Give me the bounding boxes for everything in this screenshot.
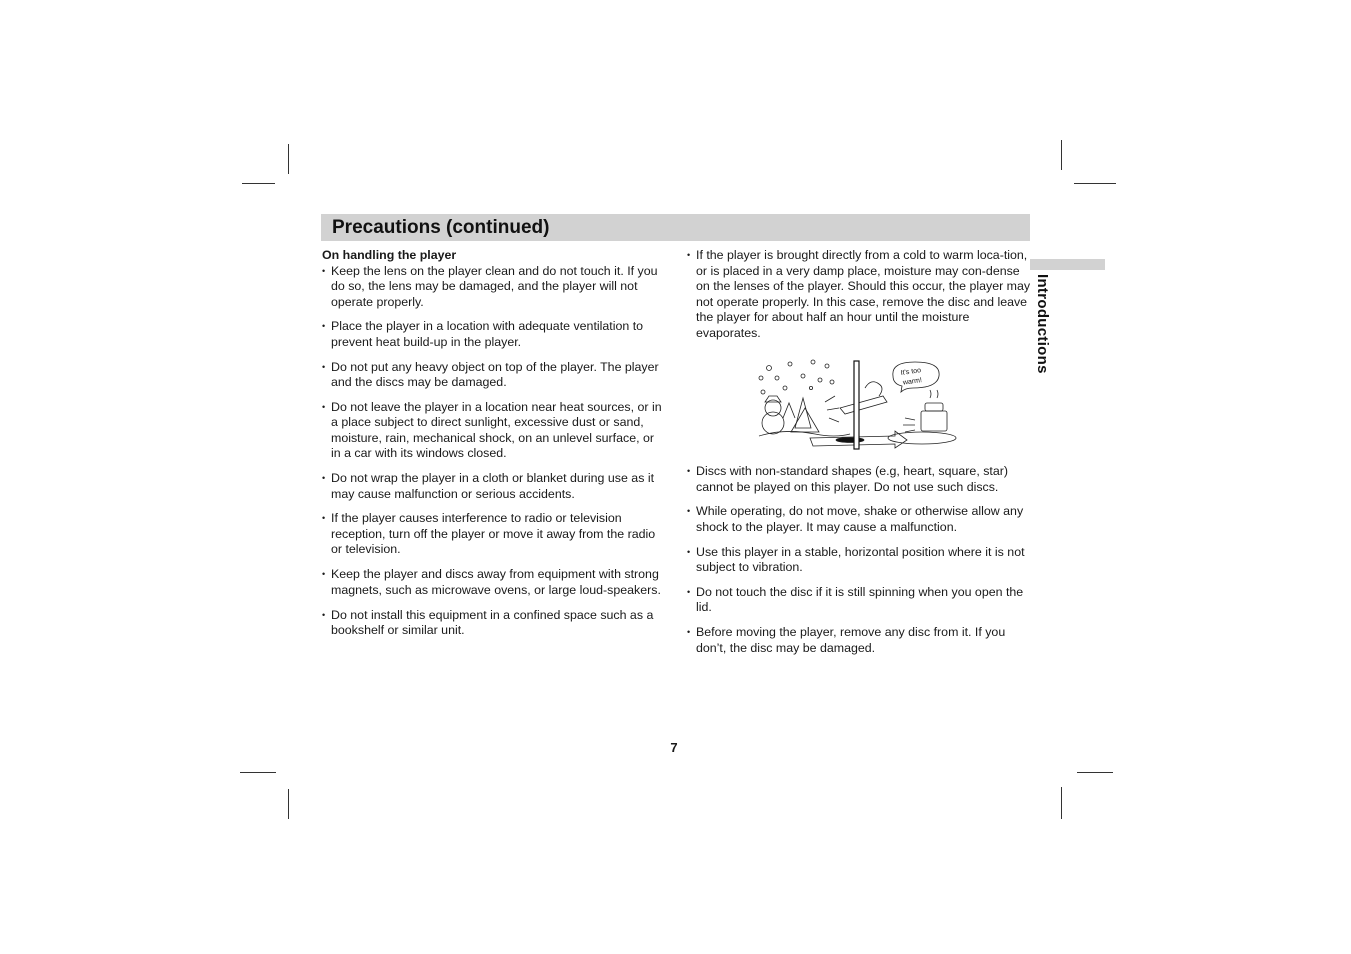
list-item: • If the player causes interference to radio or television reception, turn off the player or move it away from the radio or television. <box>322 511 667 558</box>
left-column <box>322 248 667 648</box>
list-item: • Discs with non-standard shapes (e.g, heart, square, star) cannot be played on this player. Do not use such discs. <box>687 464 1032 495</box>
list-item: • Keep the player and discs away from equipment with strong magnets, such as microwave ovens, or large loud-speakers. <box>322 567 667 598</box>
speech-bubble-line-2: warm! <box>902 377 923 387</box>
list-item: • Do not wrap the player in a cloth or blanket during use as it may cause malfunction or serious accidents. <box>322 471 667 502</box>
precaution-list-right-top <box>687 248 1032 341</box>
page-title: Precautions (continued) <box>332 217 550 238</box>
crop-mark-bottom-right-horizontal <box>1077 772 1113 773</box>
page-number: 7 <box>670 740 678 755</box>
list-item: • Before moving the player, remove any disc from it. If you don’t, the disc may be damaged. <box>687 625 1032 656</box>
list-item: • Do not leave the player in a location near heat sources, or in a place subject to direct sunlight, excessive dust or sand, moisture, rain, mechanical shock, on an unlevel surface, or in a car with its windows closed. <box>322 400 667 462</box>
subheading: On handling the player <box>322 248 457 262</box>
side-tab-marker <box>1030 259 1105 270</box>
list-item: • Use this player in a stable, horizontal position where it is not subject to vibration. <box>687 545 1032 576</box>
section-title-bar <box>321 214 1030 241</box>
cold-to-warm-drawing <box>755 358 960 453</box>
crop-mark-top-right-horizontal <box>1074 183 1116 184</box>
speech-bubble-line-1: It's too <box>900 367 922 377</box>
precaution-list-left <box>322 264 667 639</box>
list-item: • Do not put any heavy object on top of the player. The player and the discs may be damaged. <box>322 360 667 391</box>
side-tab-label: Introductions <box>1034 274 1051 374</box>
condensation-illustration <box>755 358 960 453</box>
crop-mark-bottom-left-horizontal <box>240 772 276 773</box>
list-item: • Keep the lens on the player clean and do not touch it. If you do so, the lens may be damaged, and the player will not operate properly. <box>322 264 667 311</box>
list-item: • Do not install this equipment in a confined space such as a bookshelf or similar unit. <box>322 608 667 639</box>
crop-mark-top-left-vertical <box>288 144 289 174</box>
precaution-list-right-bottom <box>687 464 1032 665</box>
list-item: • Do not touch the disc if it is still spinning when you open the lid. <box>687 585 1032 616</box>
crop-mark-top-left-horizontal <box>242 183 275 184</box>
list-item: • While operating, do not move, shake or otherwise allow any shock to the player. It may cause a malfunction. <box>687 504 1032 535</box>
crop-mark-bottom-left-vertical <box>288 789 289 819</box>
crop-mark-top-right-vertical <box>1061 140 1062 170</box>
list-item: • If the player is brought directly from a cold to warm loca-tion, or is placed in a very damp place, moisture may con-dense on the lenses of the player. Should this occur, the player may not operate properly. In this case, remove the disc and leave the player for about half an hour until the moisture evaporates. <box>687 248 1032 341</box>
list-item: • Place the player in a location with adequate ventilation to prevent heat build-up in the player. <box>322 319 667 350</box>
crop-mark-bottom-right-vertical <box>1061 787 1062 819</box>
